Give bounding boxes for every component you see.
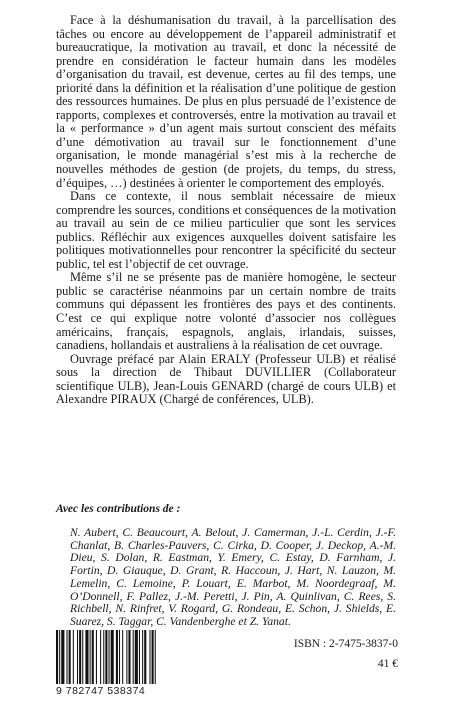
blurb-text xyxy=(56,14,396,407)
barcode-bar xyxy=(135,630,138,684)
barcode-bar xyxy=(61,630,64,684)
barcode-bar xyxy=(103,630,104,684)
barcode-bar xyxy=(73,630,74,684)
barcode-bar xyxy=(92,630,94,684)
barcode-digits: 9 782747 538374 xyxy=(56,685,146,697)
barcode-bar xyxy=(85,630,88,684)
paragraph-4: Ouvrage préfacé par Alain ERALY (Professeur ULB) et réalisé sous la direction de Thibaut DUVILLIER (Collaborateur scientifique ULB), Jean-Louis GENARD (chargé de cours ULB) et Alexandre PIRAUX (Chargé de conférences, ULB). xyxy=(56,351,396,407)
barcode-bar xyxy=(152,630,154,684)
barcode-bars xyxy=(56,630,188,688)
barcode-bar xyxy=(144,630,146,684)
paragraph-3: Même s’il ne se présente pas de manière homogène, le secteur public se caractérise néanmoins par un certain nombre de traits communs qui dépassent les frontières des pays et des continents. C’est ce qui explique notre volonté d’associer nos collègues américains, français, espagnols, anglais, irlandais, suisses, canadiens, hollandais et australiens à la réalisation de cet ouvrage. xyxy=(56,270,396,353)
barcode-bar xyxy=(142,630,143,684)
barcode-bar xyxy=(109,630,110,684)
barcode-bar xyxy=(69,630,71,684)
barcode-bar xyxy=(77,630,78,684)
barcode-bar xyxy=(67,630,68,684)
barcode-bar xyxy=(105,630,107,684)
barcode-bar xyxy=(119,630,120,684)
barcode-bar xyxy=(149,630,150,684)
isbn-number: ISBN : 2-7475-3837-0 xyxy=(293,638,398,650)
paragraph-2: Dans ce contexte, il nous semblait nécessaire de mieux comprendre les sources, conditions et conséquences de la motivation au travail au sein de ce milieu particulier que sont les services publics. Réfléchir aux exigences auxquelles doivent satisfaire les politiques motivationnelles pour rencontrer la spécificité du secteur public, tel est l’objectif de cet ouvrage. xyxy=(56,189,396,271)
barcode-bar xyxy=(122,630,123,684)
price: 41 € xyxy=(377,658,398,670)
barcode-bar xyxy=(96,630,97,684)
barcode-bar xyxy=(59,630,60,684)
barcode-bar xyxy=(111,630,114,684)
barcode-bar xyxy=(139,630,140,684)
barcode-bar xyxy=(90,630,91,684)
contributions-heading: Avec les contributions de : xyxy=(56,503,181,515)
barcode xyxy=(56,630,188,700)
barcode-bar xyxy=(116,630,118,684)
barcode-bar xyxy=(126,630,127,684)
barcode-bar xyxy=(82,630,83,684)
paragraph-1: Face à la déshumanisation du travail, à la parcellisation des tâches ou encore au développement de l’appareil administratif et bureaucratique, la motivation au travail, et donc la nécessité de prendre en considération le facteur humain dans les modèles d’organisation du travail, est devenue, certes au fil des temps, une priorité dans la définition et la réalisation d’une politique de gestion des ressources humaines. De plus en plus persuadé de l’existence de rapports, complexes et controversés, entre la motivation au travail et la « performance » d’un agent mais surtout conscient des méfaits d’une démotivation au travail sur le fonctionnement d’une organisation, le monde managérial s’est mis à la recherche de nouvelles méthodes de gestion (de projets, du temps, du stress, d’équipes, …) destinées à orienter le comportement des employés. xyxy=(56,13,396,190)
barcode-bar xyxy=(155,630,156,684)
contributors-list: N. Aubert, C. Beaucourt, A. Belout, J. Camerman, J.-L. Cerdin, J.-F. Chanlat, B. Charles-Pauvers, C. Cirka, D. Cooper, J. Deckop, A.-M. Dieu, S. Dolan, R. Eastman, Y. Emery, C. Estay, D. Farnham, J. Fortin, D. Giauque, D. Grant, R. Haccoun, J. Hart, N. Lauzon, M. Lemelin, C. Lemoine, P. Louart, E. Marbot, M. Noordegraaf, M. O’Donnell, F. Pallez, J.-M. Peretti, J. Pin, A. Quinlivan, C. Rees, S. Richbell, N. Rinfret, V. Rogard, G. Rondeau, E. Schon, J. Shields, E. Suarez, S. Taggar, C. Vandenberghe et Z. Yanat. xyxy=(70,526,396,628)
barcode-bar xyxy=(79,630,81,684)
barcode-bar xyxy=(100,630,101,684)
barcode-bar xyxy=(128,630,130,684)
barcode-bar xyxy=(56,630,58,684)
barcode-bar xyxy=(133,630,134,684)
